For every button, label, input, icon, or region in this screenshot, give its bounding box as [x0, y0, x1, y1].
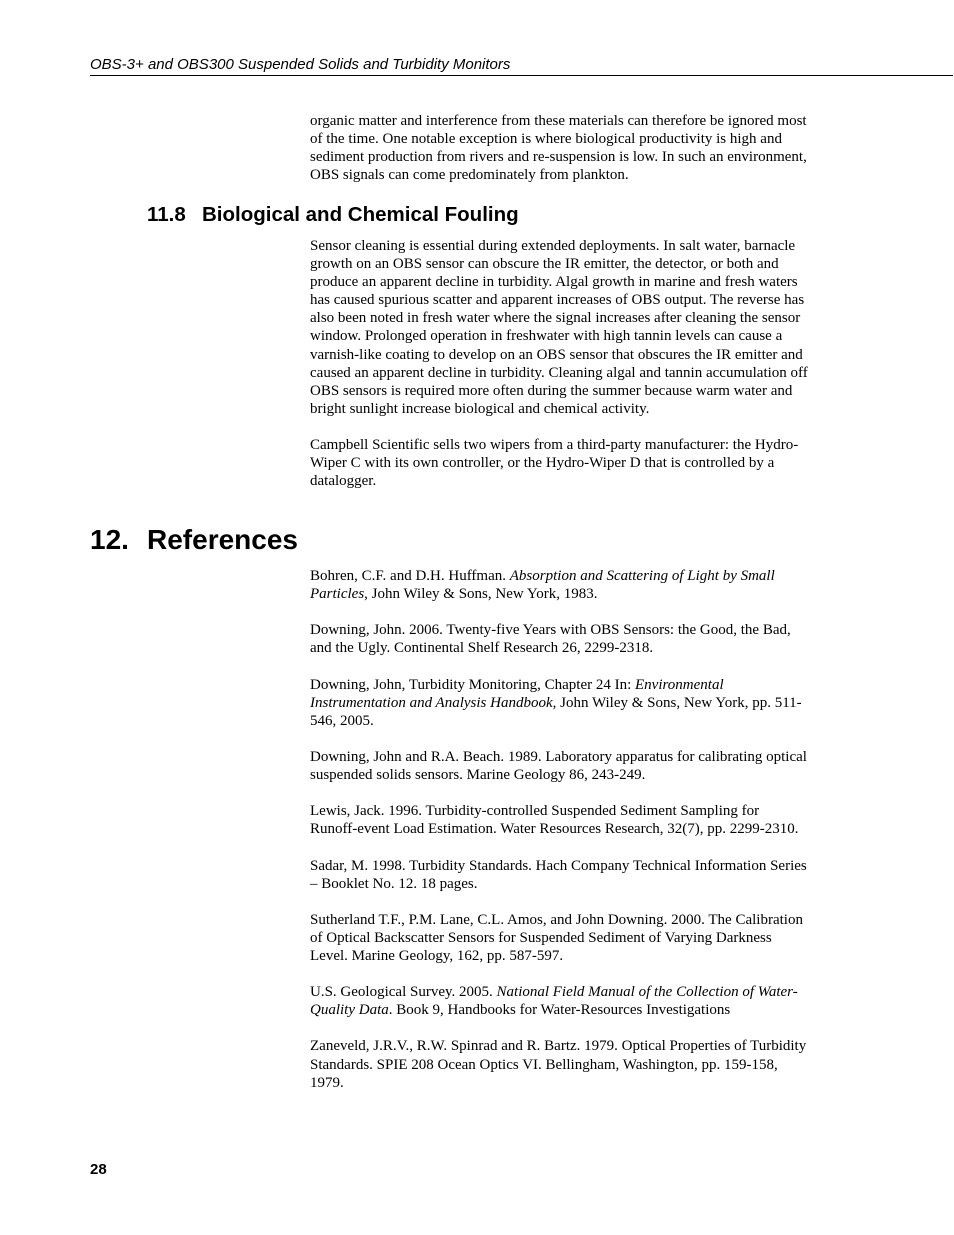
- reference-entry: Zaneveld, J.R.V., R.W. Spinrad and R. Bartz. 1979. Optical Properties of Turbidity Standards. SPIE 208 Ocean Optics VI. Bellingham, Washington, pp. 159-158, 1979.: [310, 1038, 807, 1091]
- section-number: 11.8: [147, 203, 186, 226]
- reference-entry: U.S. Geological Survey. 2005. National Field Manual of the Collection of Water-Quality Data. Book 9, Handbooks for Water-Resources Investigations: [310, 984, 798, 1019]
- paragraph: Campbell Scientific sells two wipers from a third-party manufacturer: the Hydro-Wiper C with its own controller, or the Hydro-Wiper D that is controlled by a datalogger.: [310, 437, 799, 490]
- reference-entry: Downing, John, Turbidity Monitoring, Chapter 24 In: Environmental Instrumentation and Analysis Handbook, John Wiley & Sons, New York, pp. 511-546, 2005.: [310, 676, 802, 729]
- paragraph: Sensor cleaning is essential during extended deployments. In salt water, barnacle growth on an OBS sensor can obscure the IR emitter, the detector, or both and produce an apparent decline in turbidity. Algal growth in marine and fresh waters has caused spurious scatter and apparent increases of OBS output. The reverse has also been noted in fresh water where the signal increases after cleaning the sensor window. Prolonged operation in freshwater with high tannin levels can cause a varnish-like coating to develop on an OBS sensor that obscures the IR emitter and caused an apparent decline in turbidity. Cleaning algal and tannin accumulation off OBS sensors is required more often during the summer because warm water and bright sunlight increase biological and chemical activity.: [310, 238, 808, 417]
- reference-entry: Lewis, Jack. 1996. Turbidity-controlled Suspended Sediment Sampling for Runoff-event Load Estimation. Water Resources Research, 32(7), pp. 2299-2310.: [310, 803, 799, 838]
- running-header: OBS-3+ and OBS300 Suspended Solids and Turbidity Monitors: [90, 56, 953, 76]
- section-heading-11-8: [147, 203, 519, 227]
- chapter-title: References: [147, 524, 298, 555]
- chapter-number: 12.: [90, 524, 129, 555]
- intro-paragraph: organic matter and interference from these materials can therefore be ignored most of the time. One notable exception is where biological productivity is high and sediment production from rivers and re-suspension is low. In such an environment, OBS signals can come predominately from plankton.: [310, 113, 807, 184]
- intro-text: [310, 112, 810, 184]
- reference-entry: Sadar, M. 1998. Turbidity Standards. Hach Company Technical Information Series – Booklet No. 12. 18 pages.: [310, 857, 807, 892]
- reference-entry: Downing, John and R.A. Beach. 1989. Laboratory apparatus for calibrating optical suspended solids sensors. Marine Geology 86, 243-249.: [310, 748, 807, 784]
- section-11-8-body: [310, 237, 810, 490]
- page-number: 28: [90, 1161, 107, 1178]
- chapter-heading-12: [90, 524, 298, 556]
- section-title: Biological and Chemical Fouling: [202, 203, 519, 226]
- reference-entry: Bohren, C.F. and D.H. Huffman. Absorption and Scattering of Light by Small Particles, John Wiley & Sons, New York, 1983.: [310, 568, 775, 603]
- reference-entry: Downing, John. 2006. Twenty-five Years with OBS Sensors: the Good, the Bad, and the Ugly. Continental Shelf Research 26, 2299-2318.: [310, 622, 791, 657]
- reference-entry: Sutherland T.F., P.M. Lane, C.L. Amos, and John Downing. 2000. The Calibration of Optical Backscatter Sensors for Suspended Sediment of Varying Darkness Level. Marine Geology, 162, pp. 587-597.: [310, 911, 803, 964]
- references-list: [310, 567, 810, 1110]
